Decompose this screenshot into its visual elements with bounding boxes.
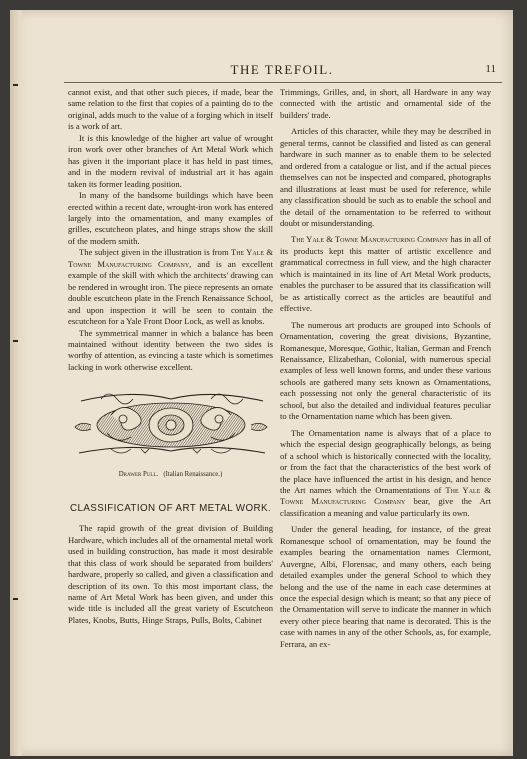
right-column — [280, 87, 491, 650]
binding-hole — [13, 84, 18, 86]
text-run: The Ornamentation name is always that of a place to which the especial design geographically belongs, as being of a school which is historically connected with the locality, or from the fact that the characteristics of the best work of the place have influenced the artist in his design, and hence the Art names which the Ornamentations of — [280, 427, 491, 495]
paragraph: The rapid growth of the great division of Building Hardware, which includes all of the ornamental metal work used in building construction, has made it most desirable that this class of work should be separated from builders' hardware, properly so called, and given a classification and description of its own. To this most important class, the name of Art Metal Work has been given, and under this wide title is included all the great variety of Escutcheon Plates, Knobs, Butts, Hinge Straps, Pulls, Bolts, Cabinet — [68, 523, 273, 625]
section-title: CLASSIFICATION OF ART METAL WORK. — [70, 502, 271, 514]
paragraph: In many of the handsome buildings which have been erected within a recent date, wrought-iron work has entered largely into the ornamentation, and many examples of grilles, escutcheon plates, and hinge straps show the skill of the modern smith. — [68, 190, 273, 246]
page-binding-edge — [10, 10, 24, 756]
header-rule — [64, 82, 502, 83]
paragraph — [280, 234, 491, 314]
paragraph — [68, 247, 273, 327]
paragraph: Under the general heading, for instance, of the great Romanesque school of ornamentation, may be found the examples bearing the ornamentation names Clermont, Auvergne, Albi, Florensac, and many others, each being detailed examples under the general School to which they belong and the use of the name in each case determines at once the especial design which is meant; so that any piece of the Ornamentation will serve to indicate the manner in which every other piece bearing that name is decorated. This is the case with names in any of the other Schools, as, for example, Ferrara, an ex- — [280, 524, 491, 649]
company-name: The Yale & Towne Manufacturing Company — [68, 247, 274, 269]
drawer-pull-illustration — [71, 381, 271, 465]
text-run: , and is an excellent example of the skill with which the architects' drawing can be rendered in wrought iron. The piece represents an ornate double escutcheon plate in the French Renaissance School, and upon inspection it will be seen to contain the escutcheon for a Yale Front Door Lock, as well as knobs. — [68, 258, 273, 327]
text-run: has in all of its products kept this matter of artistic excellence and grammatical correctness in full view, and the high character which is maintained in its line of Art Metal Work products, enables the purchaser to be assured that its classification will be as artistically correct as the articles are beautiful and effective. — [280, 234, 492, 314]
caption-style: (Italian Renaissance.) — [163, 471, 223, 479]
paragraph: The symmetrical manner in which a balance has been maintained without identity between the two sides is worthy of attention, as evincing a taste which is sometimes lacking in work otherwise excellent. — [68, 327, 273, 372]
paragraph — [280, 428, 491, 520]
page-number: 11 — [485, 63, 496, 75]
figure-drawer-pull — [68, 381, 273, 480]
caption-name: Drawer Pull. — [118, 471, 159, 479]
paragraph: It is this knowledge of the higher art value of wrought iron work over other branches of Art Metal Work which has given it the important place it has held in past times, and in the modern revival of industrial art it has again taken its former leading position. — [68, 132, 273, 189]
page — [10, 10, 513, 756]
left-column — [68, 87, 273, 626]
company-name: The Yale & Towne Manufacturing Company — [280, 484, 491, 507]
text-run: The subject given in the illustration is from — [79, 247, 231, 258]
running-head — [62, 62, 502, 82]
text-run: bear, give the Art classification a meaning and value particularly its own. — [280, 496, 491, 518]
journal-title: THE TREFOIL. — [230, 62, 334, 77]
paragraph: Trimmings, Grilles, and, in short, all Hardware in any way connected with the artistic and ornamental side of the builders' trade. — [280, 87, 491, 120]
binding-hole — [13, 598, 18, 600]
figure-caption — [68, 469, 273, 480]
binding-hole — [13, 340, 18, 342]
company-name: The Yale & Towne Manufacturing Company — [291, 234, 449, 245]
paragraph: cannot exist, and that other such pieces, if made, bear the same relation to the first that copies of a painting do to the original, adds much to the value of a forging which in itself is a work of art. — [68, 87, 273, 132]
paragraph: Articles of this character, while they may be described in general terms, cannot be classified and listed as can general hardware in such manner as to enable them to be selected and ordered from a catalogue or list, and if the actual pieces themselves can not be inspected and compared, photographs and illustrations at least must be used for reference, while any classification should be such as to enable the school and the detail of the ornamentation to be referred to without doubt or misunderstanding. — [280, 126, 491, 228]
paragraph: The numerous art products are grouped into Schools of Ornamentation, covering the great divisions, Byzantine, Romanesque, Moresque, Gothic, Italian, German and French Renaissance, Elizabethan, Colonial, with numerous special examples of less well known forms, and under these various schools are gathered many sets known as Ornamentations, each possessing not only the general characteristic of its school, but also the detailed and individual features peculiar to the Ornamentation name which has been given. — [280, 319, 491, 422]
